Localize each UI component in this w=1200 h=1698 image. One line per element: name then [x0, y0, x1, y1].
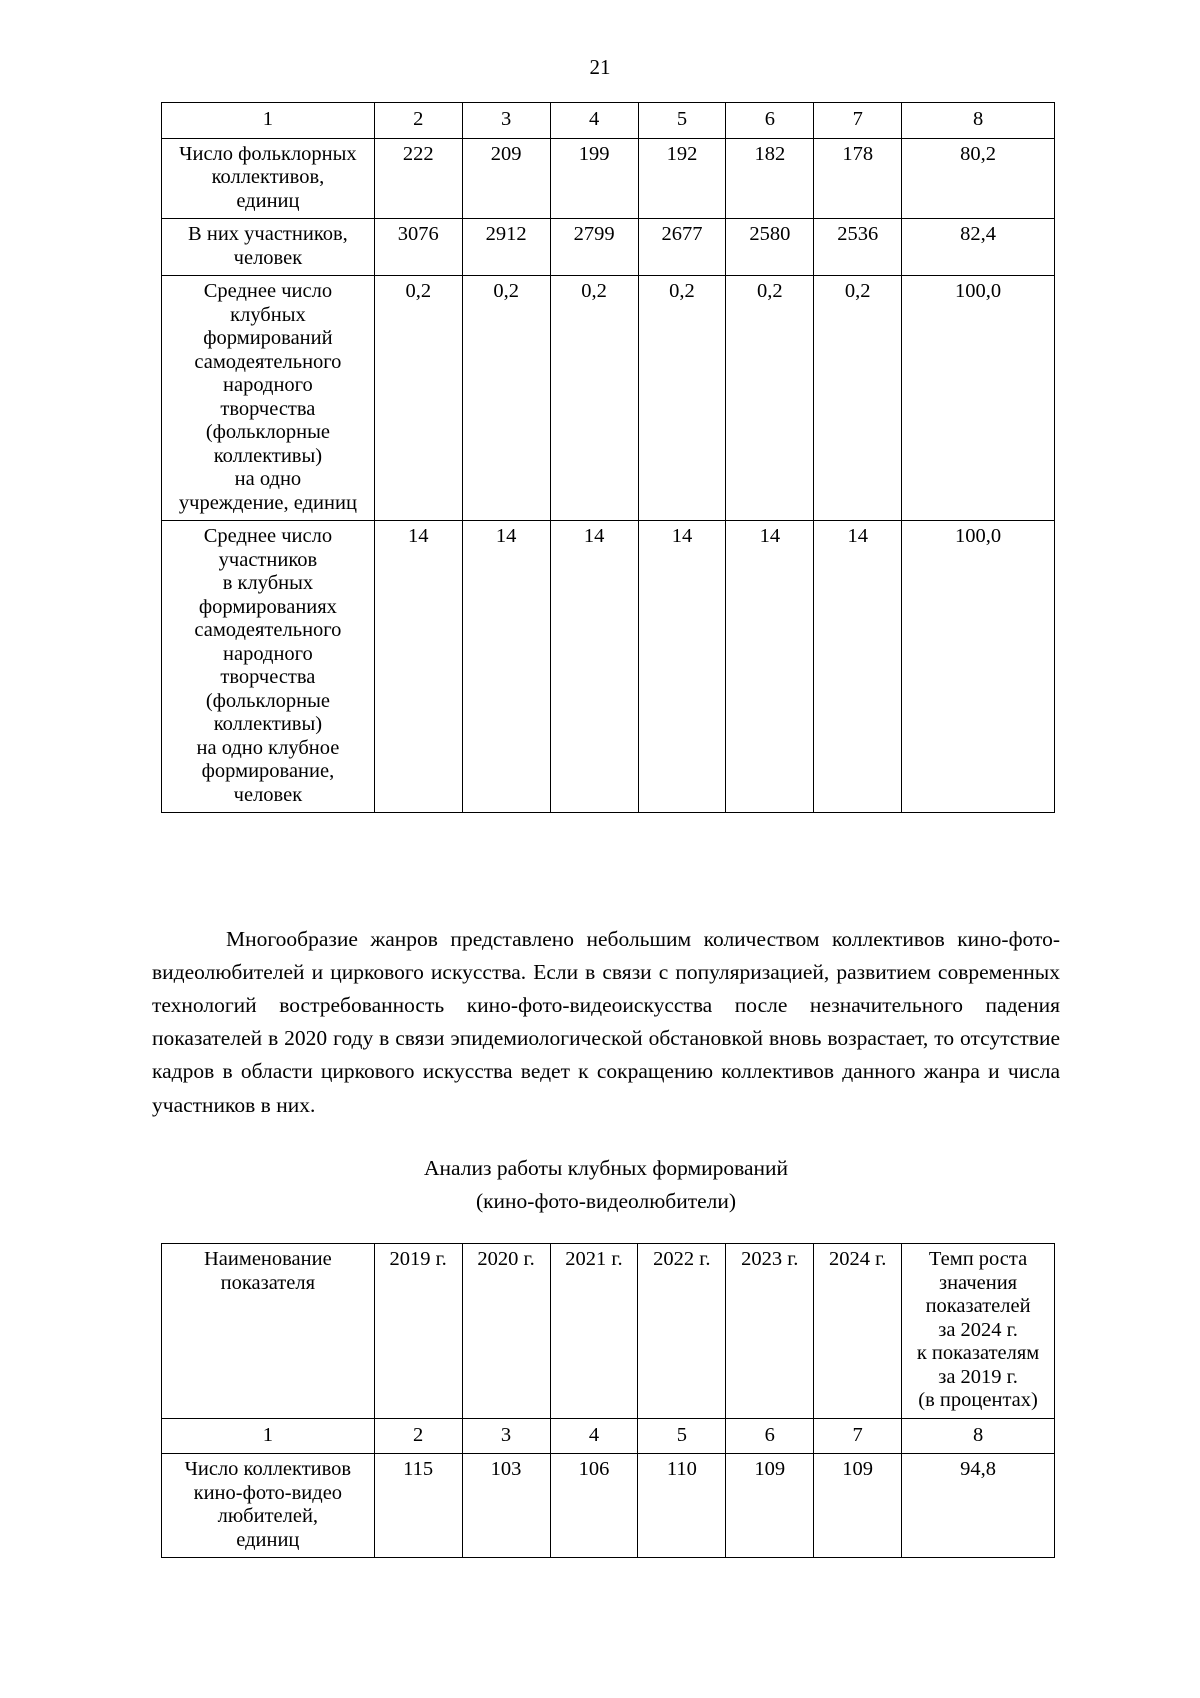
- row-label: Число коллективов кино-фото-видео любителей, единиц: [162, 1454, 375, 1558]
- row-value: 100,0: [902, 276, 1055, 521]
- index-cell: 6: [726, 103, 814, 139]
- row-value: 14: [726, 521, 814, 813]
- row-value: 182: [726, 138, 814, 219]
- page-number: 21: [589, 55, 611, 79]
- table-row: [162, 219, 1055, 276]
- section-heading: [152, 1152, 1060, 1218]
- folk-collectives-table: [161, 102, 1055, 813]
- row-value: 106: [550, 1454, 638, 1558]
- row-value: 2580: [726, 219, 814, 276]
- index-cell: 2: [374, 1418, 462, 1454]
- row-value: 2536: [814, 219, 902, 276]
- row-value: 110: [638, 1454, 726, 1558]
- table-row: [162, 1454, 1055, 1558]
- row-value: 222: [374, 138, 462, 219]
- table-row: [162, 521, 1055, 813]
- row-value: 100,0: [902, 521, 1055, 813]
- row-value: 2799: [550, 219, 638, 276]
- row-value: 14: [638, 521, 726, 813]
- row-value: 82,4: [902, 219, 1055, 276]
- column-header: 2020 г.: [462, 1244, 550, 1419]
- column-header: 2021 г.: [550, 1244, 638, 1419]
- row-value: 14: [814, 521, 902, 813]
- index-cell: 5: [638, 103, 726, 139]
- index-cell: 5: [638, 1418, 726, 1454]
- index-cell: 7: [814, 1418, 902, 1454]
- column-header: Темп роста значения показателей за 2024 г. к показателям за 2019 г. (в процентах): [902, 1244, 1055, 1419]
- index-cell: 4: [550, 103, 638, 139]
- row-value: 209: [462, 138, 550, 219]
- row-value: 14: [374, 521, 462, 813]
- row-value: 0,2: [462, 276, 550, 521]
- heading-line-1: Анализ работы клубных формирований: [423, 1156, 789, 1180]
- table-header-row: [162, 1244, 1055, 1419]
- index-cell: 6: [726, 1418, 814, 1454]
- row-value: 2677: [638, 219, 726, 276]
- column-header: Наименование показателя: [162, 1244, 375, 1419]
- heading-line-2: (кино-фото-видеолюбители): [475, 1189, 737, 1214]
- row-value: 109: [726, 1454, 814, 1558]
- row-value: 3076: [374, 219, 462, 276]
- row-value: 192: [638, 138, 726, 219]
- paragraph-genres: Многообразие жанров представлено небольшим количеством коллективов кино-фото-видеолюбителей и циркового искусства. Если в связи с популяризацией, развитием современных технологий востребованность кино-фото-видеоискусства после незначительного падения показателей в 2020 году в связи эпидемиологической обстановкой вновь возрастает, то отсутствие кадров в области циркового искусства ведет к сокращению коллективов данного жанра и числа участников в них.: [152, 926, 1060, 1117]
- table-row-index: [162, 1418, 1055, 1454]
- row-value: 103: [462, 1454, 550, 1558]
- column-header: 2024 г.: [814, 1244, 902, 1419]
- row-label: Среднее число клубных формирований самодеятельного народного творчества (фольклорные коллективы) на одно учреждение, единиц: [162, 276, 375, 521]
- row-value: 0,2: [374, 276, 462, 521]
- row-value: 178: [814, 138, 902, 219]
- row-value: 14: [550, 521, 638, 813]
- row-label: В них участников, человек: [162, 219, 375, 276]
- table-row-index: [162, 103, 1055, 139]
- column-header: 2019 г.: [374, 1244, 462, 1419]
- row-value: 0,2: [814, 276, 902, 521]
- index-cell: 8: [902, 103, 1055, 139]
- table-bottom-container: [161, 1243, 1055, 1558]
- row-value: 0,2: [550, 276, 638, 521]
- index-cell: 2: [374, 103, 462, 139]
- index-cell: 4: [550, 1418, 638, 1454]
- row-label: Число фольклорных коллективов, единиц: [162, 138, 375, 219]
- table-row: [162, 138, 1055, 219]
- index-cell: 3: [462, 103, 550, 139]
- row-label: Среднее число участников в клубных формированиях самодеятельного народного творчества (фольклорные коллективы) на одно клубное формирование, человек: [162, 521, 375, 813]
- index-cell: 3: [462, 1418, 550, 1454]
- column-header: 2023 г.: [726, 1244, 814, 1419]
- index-cell: 8: [902, 1418, 1055, 1454]
- table-top-container: [161, 102, 1055, 813]
- row-value: 80,2: [902, 138, 1055, 219]
- table-row: [162, 276, 1055, 521]
- row-value: 0,2: [726, 276, 814, 521]
- index-cell: 7: [814, 103, 902, 139]
- index-cell: 1: [162, 103, 375, 139]
- row-value: 109: [814, 1454, 902, 1558]
- index-cell: 1: [162, 1418, 375, 1454]
- row-value: 115: [374, 1454, 462, 1558]
- row-value: 14: [462, 521, 550, 813]
- cine-photo-video-table: [161, 1243, 1055, 1558]
- row-value: 2912: [462, 219, 550, 276]
- row-value: 94,8: [902, 1454, 1055, 1558]
- row-value: 199: [550, 138, 638, 219]
- row-value: 0,2: [638, 276, 726, 521]
- column-header: 2022 г.: [638, 1244, 726, 1419]
